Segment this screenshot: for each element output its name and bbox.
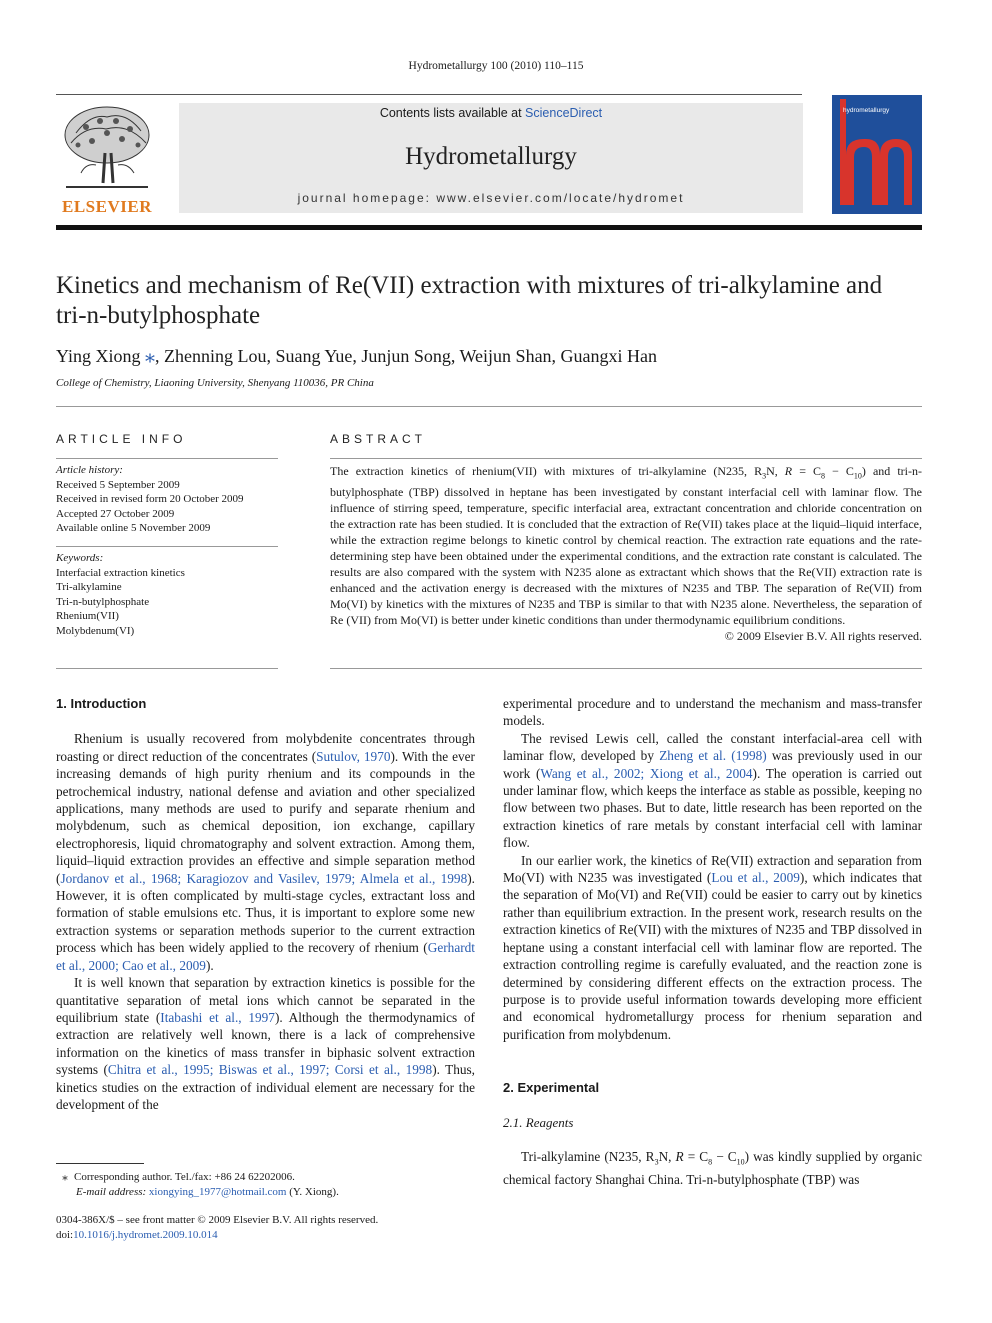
journal-citation: Hydrometallurgy 100 (2010) 110–115	[408, 60, 584, 72]
keywords-label: Keywords:	[56, 552, 104, 564]
homepage-link[interactable]: www.elsevier.com/locate/hydromet	[436, 191, 685, 205]
intro-paragraph-4: In our earlier work, the kinetics of Re(VII) extraction and separation from Mo(VI) with N235 was investigated (Lou et al., 2009), which indicates that the separation of Mo(VI) and Re(VII) could be easier to carry out by kinetics rather than equilibrium extraction. In the present work, research results on the extraction kinetics of Re(VII) with the mixtures of N235 and TBP dissolved in heptane using a constant interfacial cell with laminar flow are reported. The extraction controlling regime is carefully evaluated, and the reaction zone is determined by considering different effects on the extraction process. The purpose is to provide useful information towards developing more efficient and economical hydrometallurgy process for rhenium separation and purification from molybdenum.	[503, 852, 923, 1042]
article-info-heading: ARTICLE INFO	[56, 432, 187, 446]
homepage-prefix: journal homepage:	[297, 191, 437, 205]
footnotes	[56, 1170, 476, 1200]
keywords-rule	[56, 546, 278, 547]
citation-link[interactable]: Sutulov, 1970	[316, 748, 391, 764]
abstract-bottom-rule	[330, 668, 922, 669]
journal-banner	[179, 103, 803, 213]
article-history-label: Article history:	[56, 464, 123, 476]
intro-paragraph-3: The revised Lewis cell, called the constant interfacial-area cell with laminar flow, developed by Zheng et al. (1998) was previously used in our work (Wang et al., 2002; Xiong et al., 2004). The operation is carried out under laminar flow, which keeps the interface as stable as possible, keeping no flow between two phases. But to date, little research has been reported on the extraction kinetics of rare metals by constant interfacial cell with laminar flow.	[503, 730, 922, 851]
keywords-block	[56, 551, 278, 638]
keyword-item: Tri-alkylamine	[56, 581, 122, 593]
keyword-item: Tri-n-butylphosphate	[56, 595, 150, 608]
keyword-item: Molybdenum(VI)	[56, 624, 135, 637]
abstract-paragraph: The extraction kinetics of rhenium(VII) with mixtures of tri-alkylamine (N235, $R_3N$, $R = C_8 - C_{10}$) and tri-n-butylphosphate (TBP) dissolved in heptane has been investigated by constant interfacial cell with laminar flow. The influence of stirring speed, temperature, specific interfacial area, extractant concentration and chloride concentration on the extraction rate has been studied. It is concluded that the extraction of Re(VII) takes place at the liquid–liquid interface, while the extraction regime belongs to kinetic control by chemical reaction. The extraction rate equations and the rate-determining step have been obtained under the experimental conditions, and the extraction rate constant is calculated. The results are also compared with the system with N235 alone as extractant which shows that the Re(VII) extraction rate is enhanced and the activation energy is decreased with the mixtures of N235 and TBP. The separation of Re(VII) from Mo(VI) by kinetics with the mixtures of N235 and TBP is similar to that with N235 alone. Nevertheless, the separation of Re (VII) from Mo(VI) is better under kinetic conditions than under thermodynamic equilibrium conditions.	[330, 464, 922, 628]
abstract-body	[330, 463, 922, 644]
elsevier-wordmark[interactable]: ELSEVIER	[62, 197, 152, 216]
citation-link[interactable]: Itabashi et al., 1997	[160, 1009, 275, 1025]
left-column	[56, 695, 475, 1113]
article-info-bottom-rule	[56, 668, 278, 669]
abstract-heading: ABSTRACT	[330, 432, 427, 446]
abstract-copyright: © 2009 Elsevier B.V. All rights reserved.	[724, 629, 922, 644]
abstract-rule	[330, 458, 922, 459]
contents-line	[179, 106, 803, 120]
section-heading-experimental: 2. Experimental	[503, 1080, 600, 1096]
article-title: Kinetics and mechanism of Re(VII) extraction with mixtures of tri-alkylamine and tri-n-butylphosphate	[56, 272, 883, 329]
history-item: Available online 5 November 2009	[56, 522, 211, 534]
header-top-rule	[56, 94, 802, 95]
citation-link[interactable]: Gerhardt et al., 2000; Cao et al., 2009	[56, 940, 475, 973]
affiliation: College of Chemistry, Liaoning University, Shenyang 110036, PR China	[56, 377, 374, 389]
citation-link[interactable]: Zheng et al. (1998)	[659, 748, 767, 764]
elsevier-tree-icon	[56, 103, 158, 195]
header-thick-rule	[56, 225, 922, 230]
sciencedirect-link[interactable]: ScienceDirect	[525, 106, 603, 120]
subsection-heading-reagents: 2.1. Reagents	[503, 1114, 574, 1130]
citation-link[interactable]: Wang et al., 2002; Xiong et al., 2004	[540, 765, 753, 781]
footnote-rule	[56, 1163, 144, 1164]
contents-prefix: Contents lists available at	[379, 106, 526, 120]
doi-line: doi:10.1016/j.hydromet.2009.10.014	[56, 1229, 218, 1241]
front-matter-line: 0304-386X/$ – see front matter © 2009 Elsevier B.V. All rights reserved.	[56, 1214, 379, 1226]
title-separator	[56, 406, 922, 407]
history-item: Received in revised form 20 October 2009	[56, 493, 244, 505]
article-info-rule	[56, 458, 278, 459]
cover-title: hydrometallurgy	[843, 107, 890, 114]
article-history	[56, 463, 278, 536]
keyword-item: Rhenium(VII)	[56, 610, 119, 622]
keyword-item: Interfacial extraction kinetics	[56, 566, 185, 579]
right-column	[503, 695, 922, 1188]
email-footnote: E-mail address: xiongying_1977@hotmail.com (Y. Xiong).	[76, 1186, 339, 1198]
history-item: Accepted 27 October 2009	[56, 507, 175, 520]
email-link[interactable]: xiongying_1977@hotmail.com	[148, 1186, 287, 1198]
author-others: , Zhenning Lou, Suang Yue, Junjun Song, Weijun Shan, Guangxi Han	[155, 346, 658, 366]
citation-link[interactable]: Jordanov et al., 1968; Karagiozov and Vasilev, 1979; Almela et al., 1998	[60, 870, 468, 886]
journal-homepage	[179, 191, 803, 205]
elsevier-logo	[56, 103, 158, 216]
corresponding-footnote: ⁎ Corresponding author. Tel./fax: +86 24 62202006.	[62, 1171, 295, 1183]
section-heading-introduction: 1. Introduction	[56, 696, 147, 711]
intro-paragraph-2: It is well known that separation by extraction kinetics is possible for the quantitative separation of metal ions which cannot be separated in the equilibrium state (Itabashi et al., 1997). Although the thermodynamics of extraction are relatively well known, there is a lack of comprehensive information on the kinetics of mass transfer in biphasic solvent extraction systems (Chitra et al., 1995; Biswas et al., 1997; Corsi et al., 1998). Thus, kinetics studies on the extraction of individual element are necessary for the development of the	[56, 975, 475, 1112]
history-item: Received 5 September 2009	[56, 478, 180, 491]
citation-link[interactable]: Chitra et al., 1995; Biswas et al., 1997; Corsi et al., 1998	[107, 1062, 433, 1078]
corresponding-author-mark[interactable]: ⁎	[145, 345, 156, 367]
front-matter	[56, 1213, 476, 1243]
doi-link[interactable]: 10.1016/j.hydromet.2009.10.014	[73, 1229, 218, 1241]
intro-paragraph-1: Rhenium is usually recovered from molybdenite concentrates through roasting or direct reduction of the concentrates (Sutulov, 1970). With the ever increasing demands of high purity rhenium and its compounds in the petrochemical industry, national defense and aviation and other specialized applications, many methods are used to purify and separate rhenium and molybdenum, such as chemical deposition, ion exchange, capillary electrophoresis, liquid chromatography and solvent extraction. Among them, liquid–liquid extraction provides an effective and simple separation method (Jordanov et al., 1968; Karagiozov and Vasilev, 1979; Almela et al., 1998). However, it is often complicated by multi-stage cycles, extractant loss and formation of stable emulsions etc. Thus, it is important to explore some new extraction systems or separation methods superior to the current extraction process which has been widely applied to the recovery of rhenium (Gerhardt et al., 2000; Cao et al., 2009).	[56, 731, 475, 973]
author-list	[56, 343, 657, 368]
journal-name: Hydrometallurgy	[405, 143, 577, 170]
intro-paragraph-2-continued: experimental procedure and to understand the mechanism and mass-transfer models.	[503, 696, 922, 729]
author-first: Ying Xiong	[56, 346, 141, 366]
journal-cover[interactable]	[832, 95, 922, 214]
citation-link[interactable]: Lou et al., 2009	[711, 870, 800, 886]
reagents-paragraph: Tri-alkylamine (N235, $R_3N$, $R = C_8 - C_{10}$) was kindly supplied by organic chemical factory Shanghai China. Tri-n-butylphosphate (TBP) was	[503, 1148, 922, 1187]
